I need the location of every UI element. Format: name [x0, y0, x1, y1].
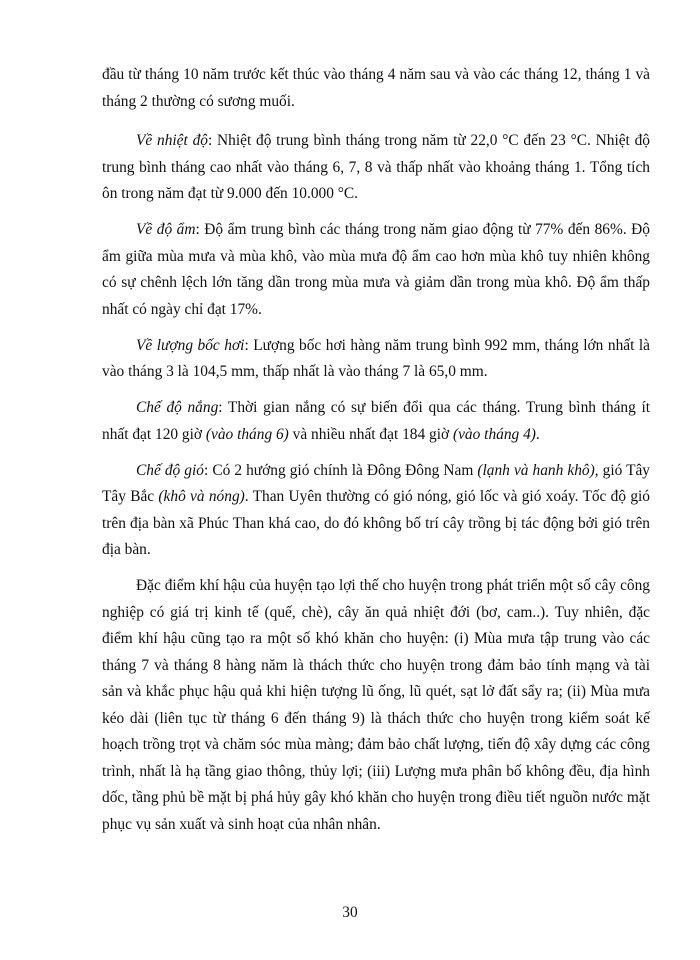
paragraph-text: : Nhiệt độ trung bình tháng trong năm từ 22,0 °C đến 23 °C. Nhiệt độ trung bình tháng cao nhất vào tháng 6, 7, 8 và thấp nhất vào khoảng tháng 1. Tổng tích ôn trong năm đạt từ 9.000 đến 10.000 °C. [102, 132, 650, 202]
paragraph-frost [102, 62, 650, 115]
paragraph-text: và nhiều nhất đạt 184 giờ [288, 425, 453, 443]
paragraph-sunshine [102, 395, 650, 448]
paragraph-text: : Lượng bốc hơi hàng năm trung bình 992 mm, tháng lớn nhất là vào tháng 3 là 104,5 mm, thấp nhất là vào tháng 7 là 65,0 mm. [102, 336, 650, 380]
paragraph-temperature [102, 128, 650, 208]
paragraph-text: : Có 2 hướng gió chính là Đông Đông Nam [203, 461, 478, 479]
body-text [102, 62, 650, 848]
paragraph-note: (khô và nóng) [158, 488, 245, 505]
paragraph-heading-sunshine: Chế độ nắng [136, 399, 219, 416]
paragraph-heading-evaporation: Về lượng bốc hơi [136, 336, 245, 354]
paragraph-humidity [102, 217, 650, 323]
paragraph-climate-summary [102, 573, 650, 838]
paragraph-wind [102, 458, 650, 564]
paragraph-evaporation [102, 333, 650, 386]
paragraph-text: . [535, 425, 540, 443]
paragraph-text: : Độ ẩm trung bình các tháng trong năm giao động từ 77% đến 86%. Độ ẩm giữa mùa mưa và mùa khô, vào mùa mưa độ ẩm cao hơn mùa khô tuy nhiên không có sự chênh lệch lớn tăng dần trong mùa mưa và giảm dần trong mùa khô. Độ ẩm thấp nhất có ngày chỉ đạt 17%. [102, 221, 650, 318]
paragraph-heading-wind: Chế độ gió [136, 461, 204, 479]
paragraph-note: (vào tháng 6) [205, 425, 289, 443]
paragraph-text: . Than Uyên thường có gió nóng, gió lốc và gió xoáy. Tốc độ gió trên địa bàn xã Phúc Than khá cao, do đó không bố trí cây trồng bị tác động bởi gió trên địa bàn. [102, 488, 650, 558]
page-number: 30 [342, 904, 358, 921]
paragraph-note: (lạnh và hanh khô) [477, 461, 595, 479]
paragraph-text: đầu từ tháng 10 năm trước kết thúc vào tháng 4 năm sau và vào các tháng 12, tháng 1 và tháng 2 thường có sương muối. [102, 66, 650, 110]
paragraph-text: Đặc điểm khí hậu của huyện tạo lợi thế cho huyện trong phát triển một số cây công nghiệp có giá trị kinh tế (quế, chè), cây ăn quả nhiệt đới (bơ, cam..). Tuy nhiên, đặc điểm khí hậu cũng tạo ra một số khó khăn cho huyện: (i) Mùa mưa tập trung vào các tháng 7 và tháng 8 hàng năm là thách thức cho huyện trong đảm bảo tính mạng và tài sản và khắc phục hậu quả khi hiện tượng lũ ống, lũ quét, sạt lở đất sẩy ra; (ii) Mùa mưa kéo dài (liên tục từ tháng 6 đến tháng 9) là thách thức cho huyện trong kiểm soát kế hoạch trồng trọt và chăm sóc mùa màng; đảm bảo chất lượng, tiến độ xây dựng các công trình, nhất là hạ tầng giao thông, thủy lợi; (iii) Lượng mưa phân bố không đều, địa hình dốc, tầng phủ bề mặt bị phá hủy gây khó khăn cho huyện trong điều tiết nguồn nước mặt phục vụ sản xuất và sinh hoạt của nhân nhân. [102, 577, 650, 833]
paragraph-text: , gió Tây Tây Bắc [102, 461, 651, 505]
paragraph-heading-temperature: Về nhiệt độ [136, 132, 208, 149]
paragraph-heading-humidity: Về độ ẩm [136, 221, 196, 238]
paragraph-note: (vào tháng 4) [452, 425, 536, 443]
paragraph-text: : Thời gian nắng có sự biến đổi qua các tháng. Trung bình tháng ít nhất đạt 120 giờ [102, 399, 651, 443]
